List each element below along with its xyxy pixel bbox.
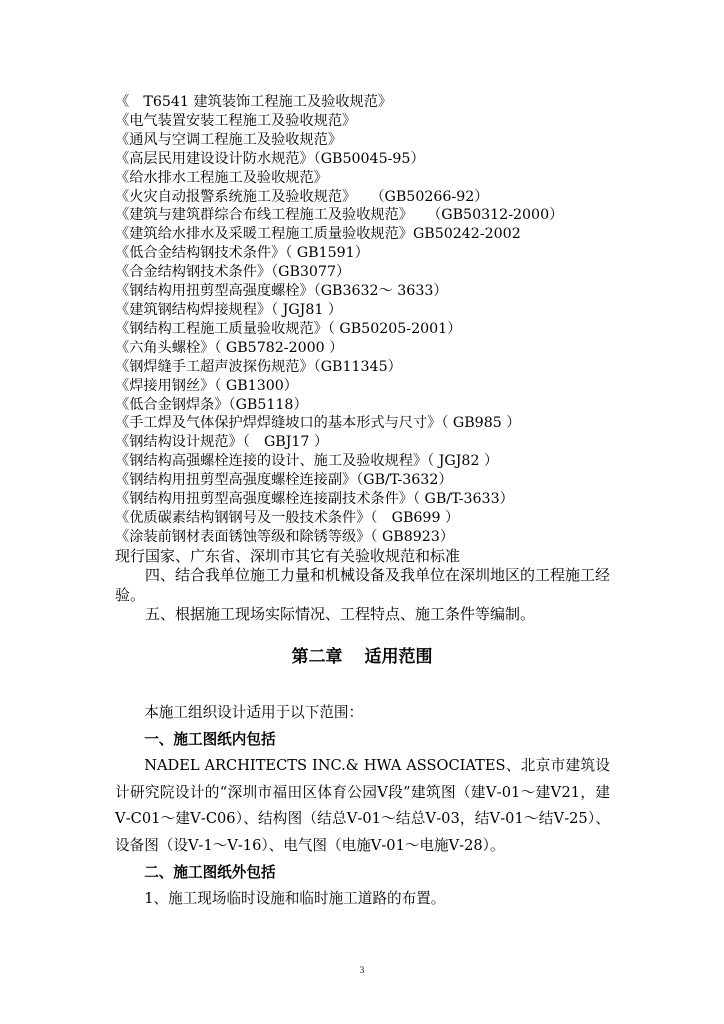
reference-item: 《手工焊及气体保护焊焊缝坡口的基本形式与尺寸》（ GB985 ） — [115, 415, 521, 432]
section-1-heading: 一、施工图纸内包括 — [144, 730, 276, 748]
reference-item: 《钢焊缝手工超声波探伤规范》（GB11345） — [115, 358, 402, 375]
chapter-number: 第二章 — [291, 647, 343, 667]
references-tail: 现行国家、广东省、深圳市其它有关验收规范和标准 — [115, 546, 461, 565]
reference-item: 《火灾自动报警系统施工及验收规范》 （GB50266-92） — [115, 188, 489, 205]
section-2-item-1: 1、施工现场临时设施和临时施工道路的布置。 — [144, 890, 446, 908]
reference-item: 《电气装置安装工程施工及验收规范》 — [115, 112, 357, 129]
reference-item: 《六角头螺栓》（ GB5782-2000 ） — [115, 339, 344, 356]
chapter-heading — [0, 646, 724, 668]
reference-item: 《焊接用钢丝》（ GB1300） — [115, 377, 298, 394]
reference-item: 《钢结构设计规范》（ GBJ17 ） — [115, 434, 329, 451]
section-2-heading: 二、施工图纸外包括 — [144, 863, 276, 881]
reference-item: 《给水排水工程施工及验收规范》 — [115, 169, 328, 186]
reference-item: 《合金结构钢技术条件》（GB3077） — [115, 264, 351, 281]
reference-item: 《低合金结构钢技术条件》（ GB1591） — [115, 245, 369, 262]
reference-item: 《钢结构用扭剪型高强度螺栓》（GB3632～ 3633） — [115, 283, 448, 300]
reference-item: 《涂装前钢材表面锈蚀等级和除锈等级》（ GB8923） — [115, 528, 455, 545]
reference-item: 《钢结构工程施工质量验收规范》（ GB50205-2001） — [115, 320, 462, 337]
reference-item: 《建筑给水排水及采暖工程施工质量验收规范》GB50242-2002 — [115, 226, 521, 243]
reference-item: 《建筑与建筑群综合布线工程施工及验收规范》 （GB50312-2000） — [115, 207, 564, 224]
reference-item: 《通风与空调工程施工及验收规范》 — [115, 131, 343, 148]
chapter-title: 适用范围 — [364, 647, 433, 667]
reference-item: 《钢结构用扭剪型高强度螺栓连接副技术条件》（ GB/T-3633） — [115, 491, 514, 508]
reference-item: 《低合金钢焊条》（GB5118） — [115, 396, 308, 413]
reference-item: 《 T6541 建筑装饰工程施工及验收规范》 — [115, 94, 393, 110]
page-number: 3 — [359, 965, 365, 975]
basis-point-5: 五、根据施工现场实际情况、工程特点、施工条件等编制。 — [145, 605, 536, 624]
reference-item: 《优质碳素结构钢钢号及一般技术条件》（ GB699 ） — [115, 509, 460, 526]
section-1-body: NADEL ARCHITECTS INC.& HWA ASSOCIATES、北京市建筑设计研究院设计的“深圳市福田区体育公园Ⅴ段”建筑图（建Ⅴ-01～建Ⅴ21，建Ⅴ-C01～建Ⅴ-C06）、结构图（结总Ⅴ-01～结总Ⅴ-03，结Ⅴ-01～结Ⅴ-25）、设备图（设Ⅴ-1～Ⅴ-16）、电气图（电施Ⅴ-01～电施Ⅴ-28）。 — [115, 757, 610, 854]
reference-item: 《钢结构用扭剪型高强度螺栓连接副》（GB/T-3632） — [115, 472, 453, 489]
reference-item: 《钢结构高强螺栓连接的设计、施工及验收规程》（ JGJ82 ） — [115, 453, 499, 470]
reference-item: 《建筑钢结构焊接规程》（ JGJ81 ） — [115, 301, 343, 318]
reference-list — [115, 93, 610, 625]
basis-point-4: 四、结合我单位施工力量和机械设备及我单位在深圳地区的工程施工经验。 — [115, 566, 611, 604]
chapter-body — [115, 700, 610, 913]
intro-paragraph: 本施工组织设计适用于以下范围： — [144, 704, 364, 721]
reference-item: 《高层民用建设设计防水规范》（GB50045-95） — [115, 150, 425, 167]
